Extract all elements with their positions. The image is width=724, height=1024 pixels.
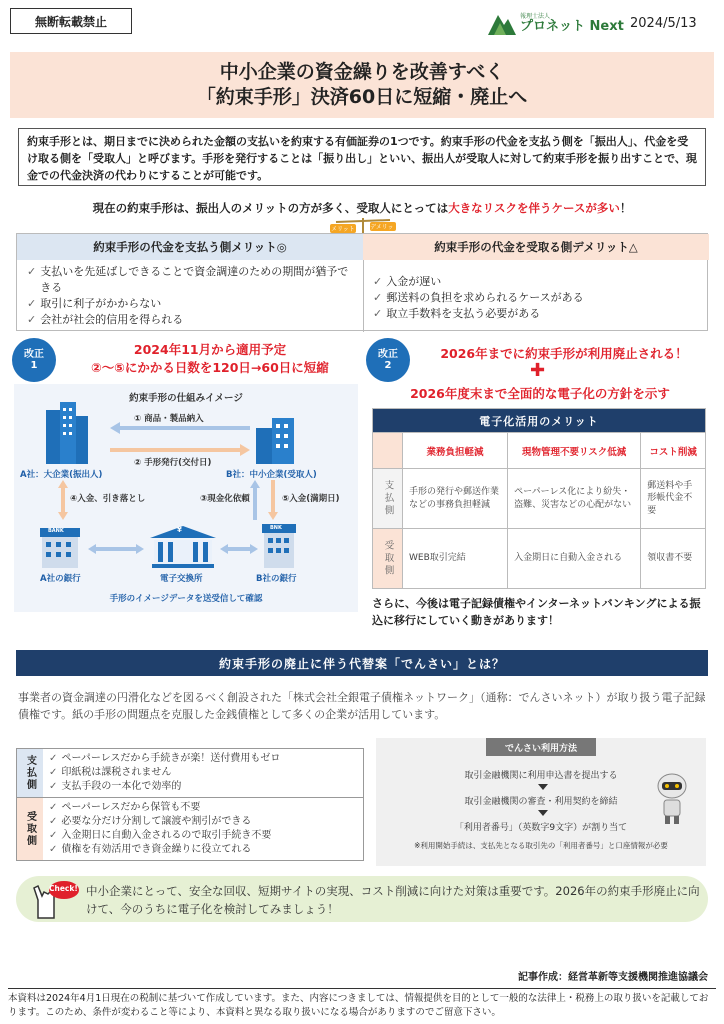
lead-normal: 現在の約束手形は、振出人のメリットの方が多く、受取人にとっては xyxy=(92,201,449,215)
table-row xyxy=(17,798,363,860)
logo-subtitle: 報理士法人 xyxy=(520,12,551,20)
page-title xyxy=(10,52,714,118)
revision-2-badge: 改正 2 xyxy=(366,338,410,382)
step-2-label: ② 手形発行(交付日) xyxy=(134,458,212,468)
check-callout xyxy=(16,876,708,922)
check-label: Check! xyxy=(49,884,78,893)
diagram-caption: 手形のイメージデータを送受信して確認 xyxy=(109,594,263,604)
list-item: ✓ 支払いを先延ばしできることで資金調達のための期間が猶予できる xyxy=(27,265,349,294)
arrow-b-up-icon xyxy=(250,480,260,520)
merit-cell: 郵送料や手形帳代金不要 xyxy=(641,469,706,529)
diagram-title: 約束手形の仕組みイメージ xyxy=(129,393,243,404)
title-line-2: 「約束手形」決済60日に短縮・廃止へ xyxy=(196,86,528,108)
digitalization-merit-table xyxy=(372,408,706,589)
company-b-label: B社：中小企業(受取人) xyxy=(226,470,317,480)
receiver-demerit-header: 約束手形の代金を受取る側デメリット△ xyxy=(363,234,709,260)
list-item: ✓ 支払手段の一本化で効率的 xyxy=(49,781,182,792)
down-arrow-icon xyxy=(538,810,548,816)
list-item: ✓ 必要な分だけ分割して譲渡や割引ができる xyxy=(49,816,252,827)
yen-sign-icon: ¥ xyxy=(177,526,182,534)
howto-step-2: 取引金融機関の審査・利用契約を締結 xyxy=(464,797,618,807)
arrow-right-exchange-icon xyxy=(220,544,258,554)
flow-arrows-icon xyxy=(110,420,250,460)
step-4-label: ④入金、引き落とし xyxy=(70,494,146,504)
table-row xyxy=(17,749,363,798)
revision-1-detail: ②〜⑤にかかる日数を120日→60日に短縮 xyxy=(91,360,329,375)
revision-1-badge: 改正 1 xyxy=(12,338,56,382)
merit-cell: 入金期日に自動入金される xyxy=(508,529,641,589)
plus-icon: ✚ xyxy=(530,360,546,381)
lead-emphasis: 大きなリスクを伴うケースが多い xyxy=(448,201,620,215)
disclaimer: 本資料は2024年4月1日現在の税制に基づいて作成しています。また、内容につきましては、情報提供を目的として一般的な法律上・税務上の取り扱いを記載しております。このため、条件が変わること等により、本資料と異なる取り扱いになる場合がありますのでご留意下さい。 xyxy=(8,988,716,1020)
comparison-table xyxy=(16,233,708,331)
merit-cell: 手形の発行や郵送作業などの事務負担軽減 xyxy=(403,469,508,529)
logo-mark-icon xyxy=(488,11,516,35)
merit-cell: ペーパーレス化により紛失・盗難、災害などの心配がない xyxy=(508,469,641,529)
revision-2-abolish: 2026年までに約束手形が利用廃止される！ xyxy=(440,346,688,361)
howto-step-3: 「利用者番号」（英数字9文字）が割り当て xyxy=(454,823,628,833)
exchange-label: 電子交換所 xyxy=(160,574,203,584)
merit-table-title: 電子化活用のメリット xyxy=(373,409,706,433)
lead-sentence xyxy=(0,200,724,216)
list-item: ✓ 会社が社会的信用を得られる xyxy=(27,312,184,326)
densai-intro: 事業者の資金調達の円滑化などを図るべく創設された「株式会社全銀電子債権ネットワーク」（通称：でんさいネット）が取り扱う電子記録債権です。紙の手形の問題点を克服した金銭債権として多くの企業が活用しています。 xyxy=(18,691,706,721)
bank-b-sign: BNK xyxy=(270,525,282,531)
company-logo xyxy=(488,8,624,38)
check-text: 中小企業にとって、安全な回収、短期サイトの実現、コスト削減に向けた対策は重要です。2026年の約束手形廃止に向けて、今のうちに電子化を検討してみましょう！ xyxy=(86,884,700,917)
table-row xyxy=(373,529,706,589)
list-item: ✓ 取立手数料を支払う必要がある xyxy=(373,306,541,320)
revision-1-date: 2024年11月から適用予定 xyxy=(133,342,287,357)
howto-note: ※利用開始手続は、支払先となる取引先の「利用者番号」と口座情報が必要 xyxy=(414,841,668,850)
step-3-label: ③現金化依頼 xyxy=(200,494,250,504)
list-item: ✓ 郵送料の負担を求められるケースがある xyxy=(373,290,584,304)
payer-merit-list xyxy=(27,264,357,328)
howto-step-1: 取引金融機関に利用申込書を提出する xyxy=(464,771,618,781)
bank-a-label: A社の銀行 xyxy=(40,574,81,584)
arrow-left-exchange-icon xyxy=(88,544,144,554)
list-item: ✓ ペーパーレスだから手続きが楽！送付費用もゼロ xyxy=(49,753,281,764)
publish-date: 2024/5/13 xyxy=(630,16,697,31)
merit-row-side: 支払側 xyxy=(373,469,403,529)
list-item: ✓ 入金期日に自動入金されるので取引手続き不要 xyxy=(49,830,272,841)
logo-name: プロネット Next xyxy=(520,18,624,34)
scale-demerit-label: デメリッ xyxy=(370,224,394,231)
arrow-a-vertical-icon xyxy=(58,480,68,520)
densai-side-label: 受取側 xyxy=(17,798,43,860)
building-b-icon xyxy=(254,418,298,464)
list-item: ✓ 取引に利子がかからない xyxy=(27,296,162,310)
densai-section-header: 約束手形の廃止に伴う代替案「でんさい」とは？ xyxy=(16,650,708,676)
step-1-label: ① 商品・製品納入 xyxy=(134,414,204,424)
merit-header-2: 現物管理不要リスク低減 xyxy=(508,433,641,469)
howto-title: でんさい利用方法 xyxy=(486,738,596,756)
arrow-b-down-icon xyxy=(268,480,278,520)
building-a-icon xyxy=(42,402,90,464)
step-5-label: ⑤入金(満期日) xyxy=(282,494,340,504)
list-item: ✓ ペーパーレスだから保管も不要 xyxy=(49,802,201,813)
bank-a-sign: BANK xyxy=(48,528,64,534)
down-arrow-icon xyxy=(538,784,548,790)
table-row xyxy=(373,469,706,529)
author-credit: 記事作成：経営革新等支援機関推進協議会 xyxy=(518,972,708,983)
list-item: ✓ 印紙税は課税されません xyxy=(49,767,172,778)
company-a-label: A社：大企業(振出人) xyxy=(20,470,103,480)
promissory-note-diagram xyxy=(14,384,358,612)
densai-howto-panel xyxy=(376,738,706,866)
revision-2-policy: 2026年度末まで全面的な電子化の方針を示す xyxy=(410,386,670,401)
bank-b-label: B社の銀行 xyxy=(256,574,297,584)
robot-icon xyxy=(654,772,690,826)
lead-end: ！ xyxy=(619,201,632,215)
merit-header-1: 業務負担軽減 xyxy=(403,433,508,469)
list-item: ✓ 入金が遅い xyxy=(373,275,442,288)
merit-cell: 領収書不要 xyxy=(641,529,706,589)
title-line-1: 中小企業の資金繰りを改善すべく xyxy=(219,61,505,84)
scale-merit-label: メリット xyxy=(331,226,355,233)
densai-side-label: 支払側 xyxy=(17,749,43,797)
clearing-house-icon xyxy=(150,526,216,568)
merit-row-side: 受取側 xyxy=(373,529,403,589)
receiver-demerit-list xyxy=(373,274,699,322)
no-reprint-tag: 無断転載禁止 xyxy=(10,8,132,34)
list-item: ✓ 債権を有効活用でき資金繰りに役立てれる xyxy=(49,844,252,855)
intro-text: 約束手形とは、期日までに決められた金額の支払いを約束する有価証券の1つです。約束手形の代金を支払う側を「振出人」、代金を受け取る側を「受取人」と呼びます。手形を発行することは「振り出し」といい、振出人が受取人に対して約束手形を振り出すことで、現金での代金決済の代わりにすることが可能です。 xyxy=(18,128,706,186)
payer-merit-header: 約束手形の代金を支払う側メリット◎ xyxy=(17,234,363,260)
merit-header-3: コスト削減 xyxy=(641,433,706,469)
densai-benefits-table xyxy=(16,748,364,861)
merit-cell: WEB取引完結 xyxy=(403,529,508,589)
future-trend-text: さらに、今後は電子記録債権やインターネットバンキングによる振込に移行にしていく動きがあります！ xyxy=(372,597,701,627)
